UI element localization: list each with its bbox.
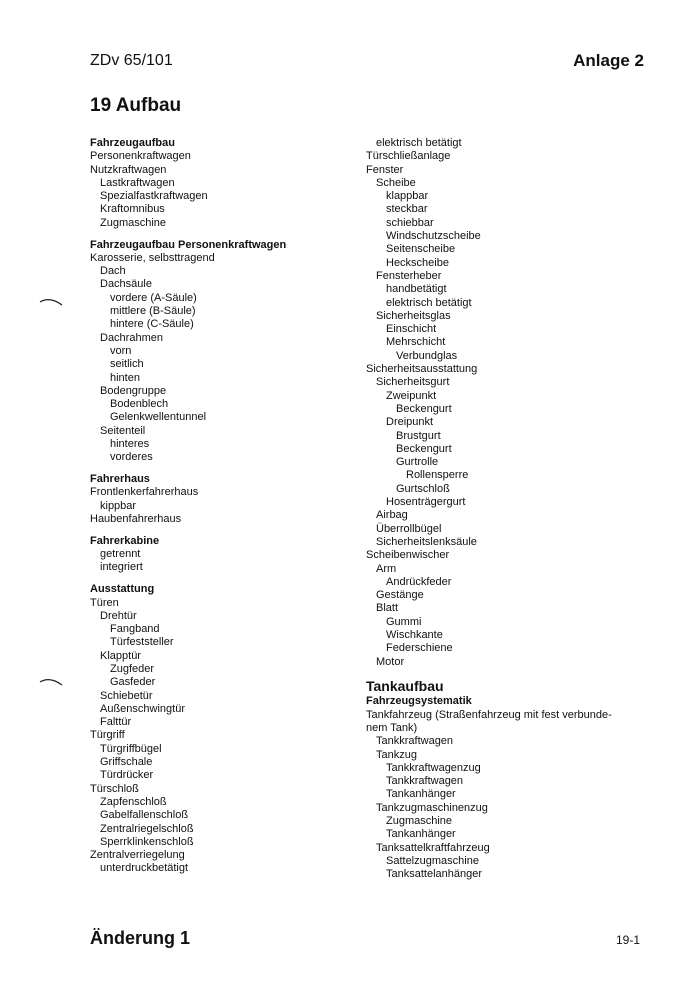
- term-entry: unterdruckbetätigt: [100, 862, 189, 875]
- term-entry: elektrisch betätigt: [386, 296, 472, 309]
- term-entry: Tankzugmaschinenzug: [376, 801, 488, 814]
- term-entry: Tanksattelkraftfahrzeug: [376, 841, 490, 854]
- term-entry: Tankzug: [376, 748, 417, 761]
- term-entry: Seitenteil: [100, 424, 146, 437]
- term-entry: Fenster: [366, 163, 404, 176]
- term-entry: Fensterheber: [376, 269, 442, 282]
- term-entry: elektrisch betätigt: [376, 137, 462, 149]
- term-entry: klappbar: [386, 190, 429, 203]
- term-entry: Wischkante: [386, 628, 443, 641]
- term-entry: Sicherheitsgurt: [376, 376, 450, 389]
- term-entry: Zweipunkt: [386, 389, 437, 402]
- term-entry: Dachsäule: [100, 278, 152, 291]
- term-entry: Tankfahrzeug (Straßenfahrzeug mit fest verbunde-: [366, 708, 612, 721]
- term-entry: Andrückfeder: [386, 575, 452, 588]
- term-entry: Zentralverriegelung: [90, 849, 185, 862]
- term-entry: vordere (A-Säule): [110, 291, 197, 304]
- term-entry: Dachrahmen: [100, 331, 163, 344]
- term-entry: Heckscheibe: [386, 256, 449, 269]
- term-entry: Scheibe: [376, 176, 416, 189]
- term-entry: Dreipunkt: [386, 416, 434, 429]
- term-entry: Beckengurt: [396, 402, 452, 415]
- term-entry: Tanksattelanhänger: [386, 868, 483, 881]
- term-entry: hinteres: [110, 438, 150, 451]
- term-entry: Türgriffbügel: [100, 742, 162, 755]
- term-entry: Zugmaschine: [100, 216, 167, 229]
- term-entry: Sattelzugmaschine: [386, 854, 479, 867]
- left-column: [90, 137, 360, 876]
- section-heading: Fahrzeugaufbau Personenkraftwagen: [90, 238, 287, 251]
- term-entry: Griffschale: [100, 756, 153, 769]
- footer-page-number: 19-1: [615, 933, 640, 947]
- term-entry: Zugmaschine: [386, 815, 453, 828]
- term-entry: Scheibenwischer: [366, 549, 450, 562]
- term-entry: Sperrklinkenschloß: [100, 835, 194, 848]
- term-entry: Falttür: [100, 716, 132, 729]
- section-heading: Tankaufbau: [366, 678, 444, 695]
- term-entry: Gelenkwellentunnel: [110, 411, 207, 424]
- term-entry: Lastkraftwagen: [100, 176, 175, 189]
- term-entry: Arm: [376, 562, 397, 575]
- term-entry: nem Tank): [366, 721, 418, 734]
- term-entry: Türschloß: [90, 782, 139, 795]
- term-entry: Zapfenschloß: [100, 795, 167, 808]
- chapter-title: 19 Aufbau: [90, 95, 182, 116]
- term-entry: Verbundglas: [396, 349, 458, 362]
- margin-mark-2: [38, 676, 64, 690]
- term-entry: getrennt: [100, 548, 141, 561]
- term-entry: Gabelfallenschloß: [100, 809, 189, 822]
- term-entry: Karosserie, selbsttragend: [90, 251, 215, 264]
- term-entry: Federschiene: [386, 642, 453, 655]
- term-entry: Zugfeder: [110, 662, 155, 675]
- term-entry: Tankkraftwagen: [376, 735, 454, 748]
- term-entry: Frontlenkerfahrerhaus: [90, 486, 199, 499]
- term-entry: vorn: [110, 344, 132, 357]
- term-entry: Fangband: [110, 623, 160, 636]
- term-entry: Gummi: [386, 615, 422, 628]
- term-entry: Spezialfastkraftwagen: [100, 190, 208, 203]
- term-entry: Motor: [376, 655, 405, 668]
- term-entry: Haubenfahrerhaus: [90, 513, 182, 526]
- section-heading: Fahrerhaus: [90, 473, 150, 486]
- term-entry: Gurtrolle: [396, 456, 439, 469]
- term-entry: Sicherheitslenksäule: [376, 535, 477, 548]
- term-entry: Bodengruppe: [100, 384, 167, 397]
- section-heading: Ausstattung: [90, 583, 155, 596]
- term-entry: Türgriff: [90, 729, 125, 742]
- term-entry: Sicherheitsausstattung: [366, 363, 478, 376]
- header-doc-id: ZDv 65/101: [90, 52, 173, 69]
- term-entry: Drehtür: [100, 609, 137, 622]
- term-entry: Beckengurt: [396, 442, 452, 455]
- term-entry: Zentralriegelschloß: [100, 822, 194, 835]
- term-entry: handbetätigt: [386, 283, 447, 296]
- term-entry: Schiebetür: [100, 689, 153, 702]
- term-entry: Hosenträgergurt: [386, 496, 466, 509]
- term-entry: Seitenscheibe: [386, 243, 456, 256]
- term-entry: Dach: [100, 265, 126, 278]
- term-entry: Rollensperre: [406, 469, 469, 482]
- term-entry: Tankanhänger: [386, 788, 456, 801]
- term-entry: schiebbar: [386, 216, 434, 229]
- term-entry: mittlere (B-Säule): [110, 305, 196, 318]
- term-entry: Brustgurt: [396, 429, 441, 442]
- term-entry: Tankkraftwagenzug: [386, 761, 481, 774]
- term-entry: Tankanhänger: [386, 828, 456, 841]
- term-entry: Personenkraftwagen: [90, 150, 191, 163]
- term-entry: seitlich: [110, 358, 144, 371]
- term-entry: Gurtschloß: [396, 482, 450, 495]
- term-entry: Bodenblech: [110, 398, 169, 411]
- term-entry: Überrollbügel: [376, 522, 442, 535]
- term-entry: Türen: [90, 596, 119, 609]
- term-entry: Mehrschicht: [386, 336, 446, 349]
- term-entry: Klapptür: [100, 649, 141, 662]
- term-entry: Türschließanlage: [366, 150, 451, 163]
- term-entry: Windschutzscheibe: [386, 230, 481, 243]
- term-entry: Gestänge: [376, 589, 424, 602]
- term-entry: integriert: [100, 561, 143, 574]
- term-entry: vorderes: [110, 451, 153, 464]
- section-heading: Fahrzeugsystematik: [366, 695, 472, 708]
- term-entry: Blatt: [376, 602, 399, 615]
- header-appendix: Anlage 2: [573, 51, 644, 70]
- term-entry: Tankkraftwagen: [386, 775, 464, 788]
- section-heading: Fahrzeugaufbau: [90, 137, 175, 149]
- term-entry: steckbar: [386, 203, 428, 216]
- term-entry: Nutzkraftwagen: [90, 163, 167, 176]
- term-entry: Einschicht: [386, 323, 437, 336]
- term-entry: Außenschwingtür: [100, 702, 185, 715]
- right-column: [366, 137, 656, 882]
- term-entry: Sicherheitsglas: [376, 309, 451, 322]
- term-entry: Airbag: [376, 509, 408, 522]
- term-entry: kippbar: [100, 499, 137, 512]
- term-entry: hintere (C-Säule): [110, 318, 194, 331]
- term-entry: Türfeststeller: [110, 636, 174, 649]
- term-entry: Gasfeder: [110, 676, 156, 689]
- term-entry: Türdrücker: [100, 769, 154, 782]
- term-entry: hinten: [110, 371, 140, 384]
- section-heading: Fahrerkabine: [90, 534, 160, 547]
- footer-amendment: Änderung 1: [90, 928, 191, 948]
- term-entry: Kraftomnibus: [100, 203, 165, 216]
- margin-mark-1: [38, 296, 64, 310]
